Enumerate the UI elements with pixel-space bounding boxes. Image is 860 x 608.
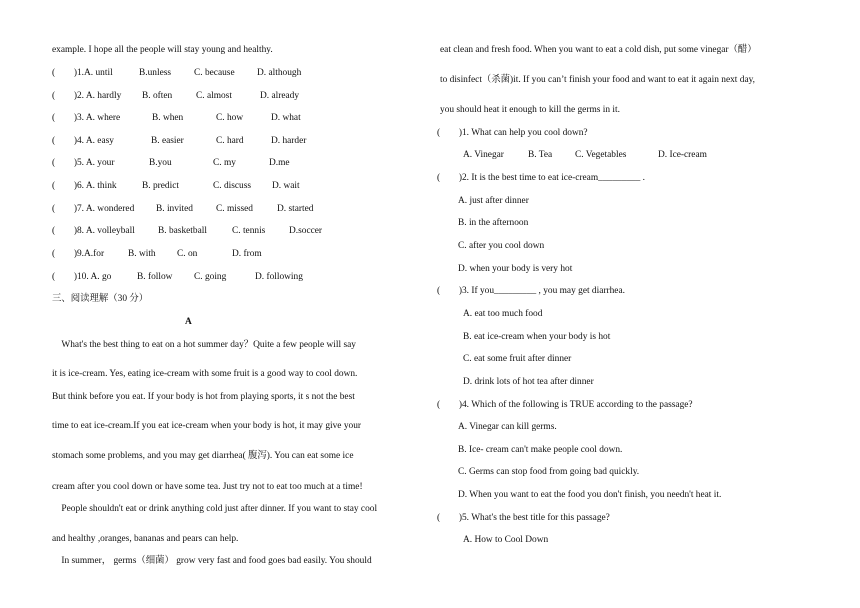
section-heading: 三、阅读理解（30 分） (52, 294, 149, 304)
passage-line: time to eat ice-cream.If you eat ice-cream when your body is hot, it may give your (52, 421, 361, 431)
cloze-option-c: C. missed (216, 204, 253, 214)
passage-line: and healthy ,oranges, bananas and pears can help. (52, 534, 239, 544)
cloze-question-3: ( )3. A. where (52, 113, 121, 123)
option-c: C. after you cool down (458, 241, 545, 251)
cloze-option-d: D.me (269, 158, 290, 168)
option-a: A. Vinegar can kill germs. (458, 422, 557, 432)
passage-line: But think before you eat. If your body is hot from playing sports, it s not the best (52, 392, 355, 402)
question-stem: ( )4. Which of the following is TRUE according to the passage? (437, 400, 693, 410)
cloze-option-c: C. because (194, 68, 235, 78)
option-c: C. Vegetables (575, 150, 627, 160)
cloze-option-b: B. when (152, 113, 184, 123)
cloze-question-2: ( )2. A. hardly (52, 91, 122, 101)
cloze-question-8: ( )8. A. volleyball (52, 226, 135, 236)
cloze-option-b: B. often (142, 91, 173, 101)
cloze-option-d: D. harder (271, 136, 307, 146)
cloze-option-c: C. on (177, 249, 198, 259)
option-c: C. eat some fruit after dinner (463, 354, 572, 364)
cloze-question-10: ( )10. A. go (52, 272, 112, 282)
passage-closing-line: example. I hope all the people will stay young and healthy. (52, 45, 273, 55)
cloze-option-c: C. my (213, 158, 236, 168)
cloze-option-c: C. going (194, 272, 227, 282)
question-stem: ( )5. What's the best title for this passage? (437, 513, 610, 523)
option-a: A. just after dinner (458, 196, 529, 206)
passage-line: What's the best thing to eat on a hot summer day？Quite a few people will say (52, 340, 356, 350)
cloze-option-c: C. tennis (232, 226, 266, 236)
passage-line: stomach some problems, and you may get diarrhea( 腹泻). You can eat some ice (52, 451, 354, 461)
cloze-question-9: ( )9.A.for (52, 249, 105, 259)
cloze-option-c: C. how (216, 113, 244, 123)
option-b: B. in the afternoon (458, 218, 529, 228)
option-a: A. eat too much food (463, 309, 543, 319)
option-d: D. drink lots of hot tea after dinner (463, 377, 594, 387)
cloze-option-c: C. almost (196, 91, 232, 101)
cloze-option-b: B. predict (142, 181, 179, 191)
cloze-question-7: ( )7. A. wondered (52, 204, 135, 214)
option-a: A. Vinegar (463, 150, 504, 160)
cloze-option-d: D. started (277, 204, 314, 214)
cloze-option-b: B.you (149, 158, 172, 168)
cloze-option-b: B. invited (156, 204, 193, 214)
passage-line: eat clean and fresh food. When you want to eat a cold dish, put some vinegar（醋） (440, 45, 757, 55)
question-stem: ( )1. What can help you cool down? (437, 128, 588, 138)
option-a: A. How to Cool Down (463, 535, 549, 545)
cloze-option-d: D. from (232, 249, 262, 259)
cloze-option-b: B. with (128, 249, 156, 259)
cloze-option-c: C. hard (216, 136, 244, 146)
cloze-option-d: D. although (257, 68, 302, 78)
cloze-question-5: ( )5. A. your (52, 158, 115, 168)
passage-line: it is ice-cream. Yes, eating ice-cream with some fruit is a good way to cool down. (52, 369, 358, 379)
passage-line: to disinfect（杀菌)it. If you can’t finish your food and want to eat it again next day, (440, 75, 756, 85)
option-d: D. When you want to eat the food you don't finish, you needn't heat it. (458, 490, 722, 500)
option-d: D. Ice-cream (658, 150, 707, 160)
question-stem: ( )3. If you_________ , you may get diarrhea. (437, 286, 625, 296)
cloze-option-c: C. discuss (213, 181, 252, 191)
cloze-question-4: ( )4. A. easy (52, 136, 114, 146)
passage-line: you should heat it enough to kill the germs in it. (440, 105, 620, 115)
cloze-option-d: D. following (255, 272, 303, 282)
option-b: B. Tea (528, 150, 553, 160)
passage-line: In summer， germs（细菌） grow very fast and food goes bad easily. You should (52, 556, 372, 566)
cloze-option-d: D. already (260, 91, 300, 101)
cloze-option-b: B. basketball (158, 226, 207, 236)
cloze-question-1: ( )1.A. until (52, 68, 113, 78)
option-d: D. when your body is very hot (458, 264, 573, 274)
passage-line: cream after you cool down or have some tea. Just try not to eat too much at a time! (52, 482, 363, 492)
cloze-option-d: D. wait (272, 181, 300, 191)
option-b: B. eat ice-cream when your body is hot (463, 332, 611, 342)
cloze-option-d: D.soccer (289, 226, 323, 236)
cloze-option-b: B.unless (139, 68, 172, 78)
cloze-question-6: ( )6. A. think (52, 181, 117, 191)
question-stem: ( )2. It is the best time to eat ice-cream_________ . (437, 173, 646, 183)
cloze-option-b: B. easier (151, 136, 184, 146)
option-b: B. Ice- cream can't make people cool down. (458, 445, 623, 455)
passage-label: A (185, 317, 192, 327)
cloze-option-d: D. what (271, 113, 301, 123)
passage-line: People shouldn't eat or drink anything cold just after dinner. If you want to stay cool (52, 504, 378, 514)
cloze-option-b: B. follow (137, 272, 173, 282)
option-c: C. Germs can stop food from going bad quickly. (458, 467, 640, 477)
